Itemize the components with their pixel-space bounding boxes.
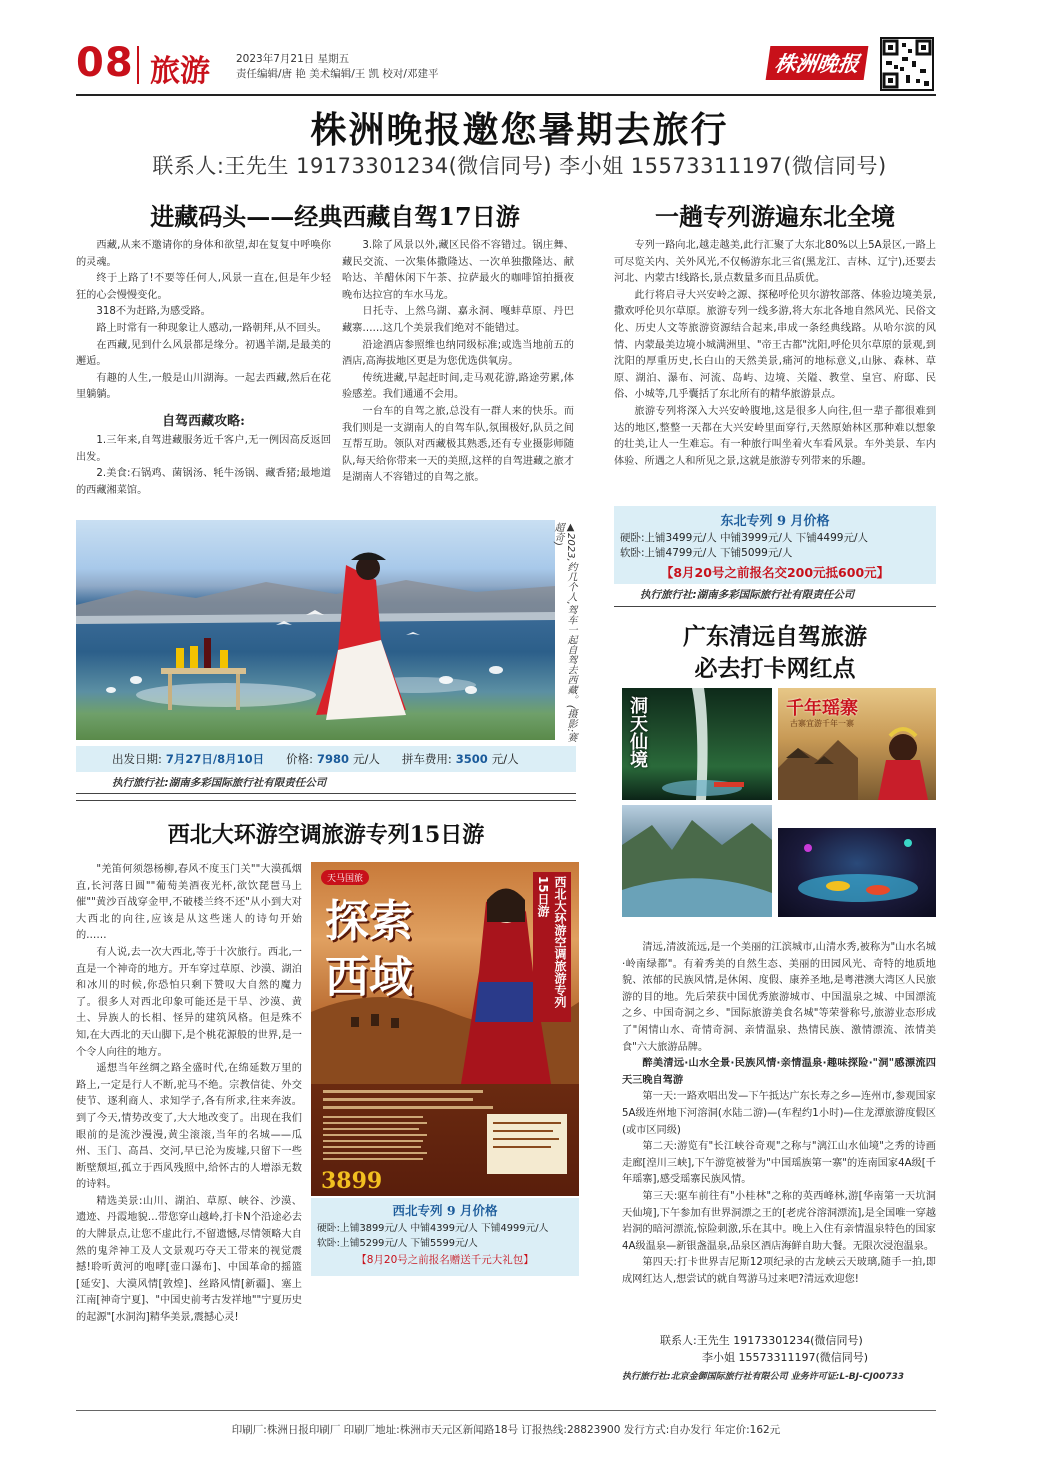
paragraph: 专列一路向北,越走越美,此行汇聚了大东北80%以上5A景区,一路上可尽览关内、关外风光,不仅畅游东北三省(黑龙江、吉林、辽宁),还要去河北、内蒙古!线路长,景点数量多而且品质优。: [614, 240, 936, 285]
northwest-hard-sleeper: 硬卧:上铺3899元/人 中铺4399元/人 下铺4999元/人: [317, 1223, 549, 1234]
northwest-price-box: [311, 1198, 579, 1276]
poster-title: 探索西域: [325, 896, 413, 1003]
car-fee-unit: 元/人: [491, 752, 519, 766]
poster-vertical-title: 西北大环游空调旅游专列15日游: [533, 872, 571, 1022]
tibet-title: 进藏码头——经典西藏自驾17日游: [150, 202, 520, 231]
cave-photo-label: 洞天仙境: [627, 696, 648, 768]
header-rule: [76, 94, 936, 96]
tibet-photo-caption: ▲2023,约几个人,驾车一起自驾去西藏。(摄影:赛超奇): [552, 522, 576, 743]
gorge-photo: [622, 805, 772, 917]
yao-photo-sublabel: 古寨宜游千年一寨: [790, 719, 854, 728]
paragraph: 2.美食:石锅鸡、菌锅汤、牦牛汤锅、藏香猪;最地道的西藏湘菜馆。: [76, 468, 331, 496]
footer-rule: [76, 1410, 936, 1411]
paragraph: 终于上路了!不要等任何人,风景一直在,但是年少轻狂的心会慢慢变化。: [76, 273, 331, 301]
dongbei-promo: 【8月20号之前报名交200元抵600元】: [660, 565, 890, 580]
dongbei-text: [614, 238, 936, 470]
page-number: 08: [76, 40, 134, 86]
section-name: 旅游: [150, 54, 210, 89]
banner-contacts: 联系人:王先生 19173301234(微信同号) 李小姐 15573311197(微信同号): [152, 154, 887, 178]
price-label: 价格:: [286, 752, 313, 766]
tibet-col2: [342, 238, 574, 487]
dongbei-price-box: [614, 506, 936, 584]
guangdong-agency: 执行旅行社:北京金御国际旅行社有限公司 业务许可证:L-BJ-CJ00733: [622, 1372, 905, 1382]
paragraph: 此行将启寻大兴安岭之源、探秘呼伦贝尔游牧部落、体验边境美景,撒欢呼伦贝尔草原。旅游专列一线多游,将大东北各地自然风光、民俗文化、历史人文等旅游资源结合起来,串成一条经典线路。从哈尔滨的风情、内蒙最美边境小城满洲里、"帝王古都"沈阳,呼伦贝尔草原的景观,到沈阳的厚重历史,长白山的天然美景,痛河的地标意义,山脉、森林、草原、湖泊、瀑布、河流、岛屿、边境、关隘、教堂、皇宫、府邸、民俗、小城等,几乎囊括了东北所有的精华旅游景点。: [614, 289, 936, 401]
northwest-promo: 【8月20号之前报名赠送千元大礼包】: [356, 1254, 534, 1266]
footer-info: 印刷厂:株洲日报印刷厂 印刷厂地址:株洲市天元区新闻路18号 订报热线:28823900 发行方式:自办发行 年定价:162元: [231, 1424, 781, 1436]
poster-price: 3899: [321, 1168, 383, 1194]
depart-label: 出发日期:: [112, 752, 162, 766]
northwest-itinerary-panel: [311, 1084, 579, 1196]
dongbei-soft-sleeper: 软卧:上铺4799元/人 下铺5099元/人: [620, 547, 793, 559]
contact-line-2: 李小姐 15573311197(微信同号): [702, 1351, 869, 1364]
guangdong-text: [622, 940, 936, 1288]
cave-waterfall-photo: [622, 688, 772, 800]
rafting-photo: [778, 828, 936, 917]
dongbei-title: 一趟专列游遍东北全境: [655, 202, 895, 231]
northwest-title: 西北大环游空调旅游专列15日游: [167, 822, 485, 848]
editors-line: 责任编辑/唐 艳 美术编辑/王 凯 校对/邓建平: [236, 68, 439, 80]
paragraph: 3.除了风景以外,藏区民俗不容错过。锅庄舞、藏民交流、一次集体撒隆达、一次单独撒隆达、献哈达、羊醋休闲下午茶、拉萨最火的咖啡馆拍摄夜晚布达拉宫的车水马龙。: [342, 240, 574, 301]
contact-line-1: 联系人:王先生 19173301234(微信同号): [660, 1334, 863, 1347]
paragraph: 西藏,从来不邀请你的身体和欲望,却在复复中呼唤你的灵魂。: [76, 240, 331, 268]
paragraph: 第二天:游览有"长江峡谷奇观"之称与"漓江山水仙境"之秀的诗画走廊[湟川三峡],下午游览被誉为"中国瑶族第一寨"的连南国家4A级[千年瑶寨],感受瑶寨民族风情。: [622, 1141, 936, 1186]
paragraph: 路上时常有一种现象让人感动,一路朝拜,从不回头。: [96, 322, 327, 334]
paragraph: 第四天:打卡世界吉尼斯12项纪录的古龙峡云天玻璃,随手一拍,即成网红达人,想尝试的就自驾游马过来吧?清远欢迎您!: [622, 1257, 936, 1285]
northwest-soft-sleeper: 软卧:上铺5299元/人 下铺5599元/人: [317, 1238, 478, 1249]
paragraph: 第三天:驱车前往有"小桂林"之称的英西峰林,游[华南第一天坑洞天仙境],下午参加有世界洞漂之王的[老虎谷溶洞漂流],是全国唯一穿越岩洞的暗河漂流,惊险刺激,乐在其中。晚上入住有亲情温泉特色的国家4A级温泉—新银盏温泉,品泉区酒店海鲜自助大餐。无限次浸泡温泉。: [622, 1190, 936, 1252]
northwest-top-rule: [76, 800, 576, 801]
paragraph: 日托寺、上然乌湖、嘉永洞、嘎蚌草原、丹巴藏寨……这几个美景我们绝对不能错过。: [342, 306, 574, 334]
paragraph: 沿途酒店参照维也纳同级标准;或选当地前五的酒店,高海拔地区更是为您优选供氧房。: [342, 339, 574, 368]
price-value: 7980: [316, 752, 349, 766]
yao-photo-label: 千年瑶寨: [786, 698, 858, 719]
poster-brand: 天马国旅: [321, 870, 369, 885]
yao-village-photo: [778, 688, 936, 800]
tibet-col1: [76, 238, 331, 499]
dongbei-price-title: 东北专列 9 月价格: [720, 514, 830, 529]
tour-subtitle: 醉美清远·山水全景·民族风情·亲情温泉·趣味探险·"洞"感漂流四天三晚自驾游: [622, 1058, 936, 1086]
newspaper-logo: [766, 46, 869, 80]
paragraph: 传统进藏,早起赶时间,走马观花游,路途劳累,体验感差。我们通通不会用。: [342, 372, 574, 401]
dongbei-agency: 执行旅行社:湖南多彩国际旅行社有限责任公司: [640, 589, 855, 601]
northwest-poster: [311, 862, 579, 1084]
paragraph: 1.三年来,自驾进藏服务近千客户,无一例因高反返回出发。: [76, 434, 331, 463]
guangdong-title-line2: 必去打卡网红点: [694, 655, 856, 682]
northwest-price-title: 西北专列 9 月价格: [392, 1203, 498, 1218]
guangdong-contacts: [660, 1332, 868, 1366]
paragraph: 遥想当年丝绸之路全盛时代,在绵延数万里的路上,一定是行人不断,驼马不绝。宗教信徒、外交使节、逐利商人、求知学子,各有所求,往来奔波。到了今天,情势改变了,大大地改变了。出现在我们眼前的是流沙漫漫,黄尘滚滚,当年的名城——瓜州、玉门、高昌、交河,早已沦为废墟,只留下一些断壁颓垣,孤立于西风残照中,给怀古的人增添无数的诗料。: [76, 1063, 302, 1191]
northwest-text: [76, 862, 302, 1327]
paragraph: 318不为赶路,为感受路。: [96, 306, 211, 318]
tibet-agency: 执行旅行社:湖南多彩国际旅行社有限责任公司: [112, 777, 327, 789]
car-fee-label: 拼车费用:: [401, 752, 452, 766]
paragraph: 有人说,去一次大西北,等于十次旅行。西北,一直是一个神奇的地方。开车穿过草原、沙漠、湖泊和冰川的时候,你恐怕只剩下赞叹大自然的魔力了。很多人对西北印象可能还是干旱、沙漠、黄土、异族人的长相、怪异的建筑风格。但是殊不知,在大西北的天山脚下,是个桃花源般的世界,是一个令人向往的地方。: [76, 946, 302, 1058]
guide-heading: 自驾西藏攻略:: [162, 413, 245, 429]
paragraph: 有趣的人生,一般是山川湖海。一起去西藏,然后在花里躺躺。: [76, 372, 331, 401]
header-meta: [236, 52, 438, 82]
dongbei-bottom-rule: [614, 606, 936, 607]
page-title: 株洲晚报邀您暑期去旅行: [310, 109, 729, 151]
price-unit: 元/人: [352, 752, 380, 766]
tibet-price-bar: [76, 746, 576, 772]
paragraph: 清远,清波流远,是一个美丽的江滨城市,山清水秀,被称为"山水名城·岭南绿都"。有着秀美的自然生态、美丽的田园风光、奇特的地质地貌、浓郁的民族风情,是休闲、度假、康养圣地,是粤港澳大湾区人民旅游的目的地。先后荣获中国优秀旅游城市、中国温泉之城、中国漂流之乡、中国奇洞之乡、"国际旅游美食名城"等荣誉称号,旅游业态形成了"闲情山水、奇情奇洞、亲情温泉、热情民族、激情漂流、浓情美食"六大旅游品牌。: [622, 942, 936, 1053]
depart-value: 7月27日/8月10日: [165, 752, 265, 766]
dongbei-hard-sleeper: 硬卧:上铺3499元/人 中铺3999元/人 下铺4499元/人: [620, 532, 868, 544]
tibet-bottom-rule: [76, 793, 576, 794]
paragraph: 一台车的自驾之旅,总没有一群人来的快乐。而我们则是一支湖南人的自驾车队,氛围极好,队员之间互帮互助。领队对西藏极其熟悉,还有专业摄影师随队,每天给你带来一天的美照,这样的自驾进藏之旅才是湖南人不容错过的自驾之旅。: [342, 405, 574, 484]
qr-code-icon: [880, 37, 934, 91]
paragraph: "羌笛何须怨杨柳,春风不度玉门关""大漠孤烟直,长河落日圆""葡萄美酒夜光杯,欲饮琵琶马上催""黄沙百战穿金甲,不破楼兰终不还"从小到大对大西北的向往,应该是从这些迷人的诗句开始的……: [76, 864, 302, 942]
paragraph: 在西藏,见到什么风景都是缘分。初遇羊湖,是最美的邂逅。: [76, 339, 331, 368]
paragraph: 旅游专列将深入大兴安岭腹地,这是很多人向往,但一辈子都很难到达的地区,整整一天都在大兴安岭里面穿行,天然原始林区那种难以想象的壮美,让人一生难忘。有一种旅行叫坐着火车看风景。车外美景、车内体验、所遇之人和所见之景,这就是旅游专列带来的乐趣。: [614, 405, 936, 467]
paragraph: 精选美景:山川、湖泊、草原、峡谷、沙漠、遗迹、丹霞地貌…带您穿山越岭,打卡N个沿途必去的大牌景点,让您不虚此行,不留遗憾,尽情领略大自然的鬼斧神工及人文景观巧夺天工带来的视觉震撼!聆听黄河的咆哮[壶口瀑布]、中国革命的摇篮[延安]、大漠风情[敦煌]、丝路风情[新疆]、塞上江南[神奇宁夏]、"中国史前考古发祥地""宁夏历史的起源"[水洞沟]精华美景,震撼心灵!: [76, 1195, 302, 1324]
tibet-lake-photo: [76, 520, 555, 740]
paragraph: 第一天:一路欢唱出发—下午抵达广东长寿之乡—连州市,参观国家5A级连州地下河溶洞(水陆二游)—(车程约1小时)—住龙潭旅游度假区(或市区同级): [622, 1091, 936, 1136]
header-divider: [137, 46, 139, 84]
date-line: 2023年7月21日 星期五: [236, 53, 350, 65]
guangdong-title-line1: 广东清远自驾旅游: [683, 623, 867, 650]
car-fee-value: 3500: [455, 752, 488, 766]
logo-text: 株洲晚报: [773, 51, 861, 76]
